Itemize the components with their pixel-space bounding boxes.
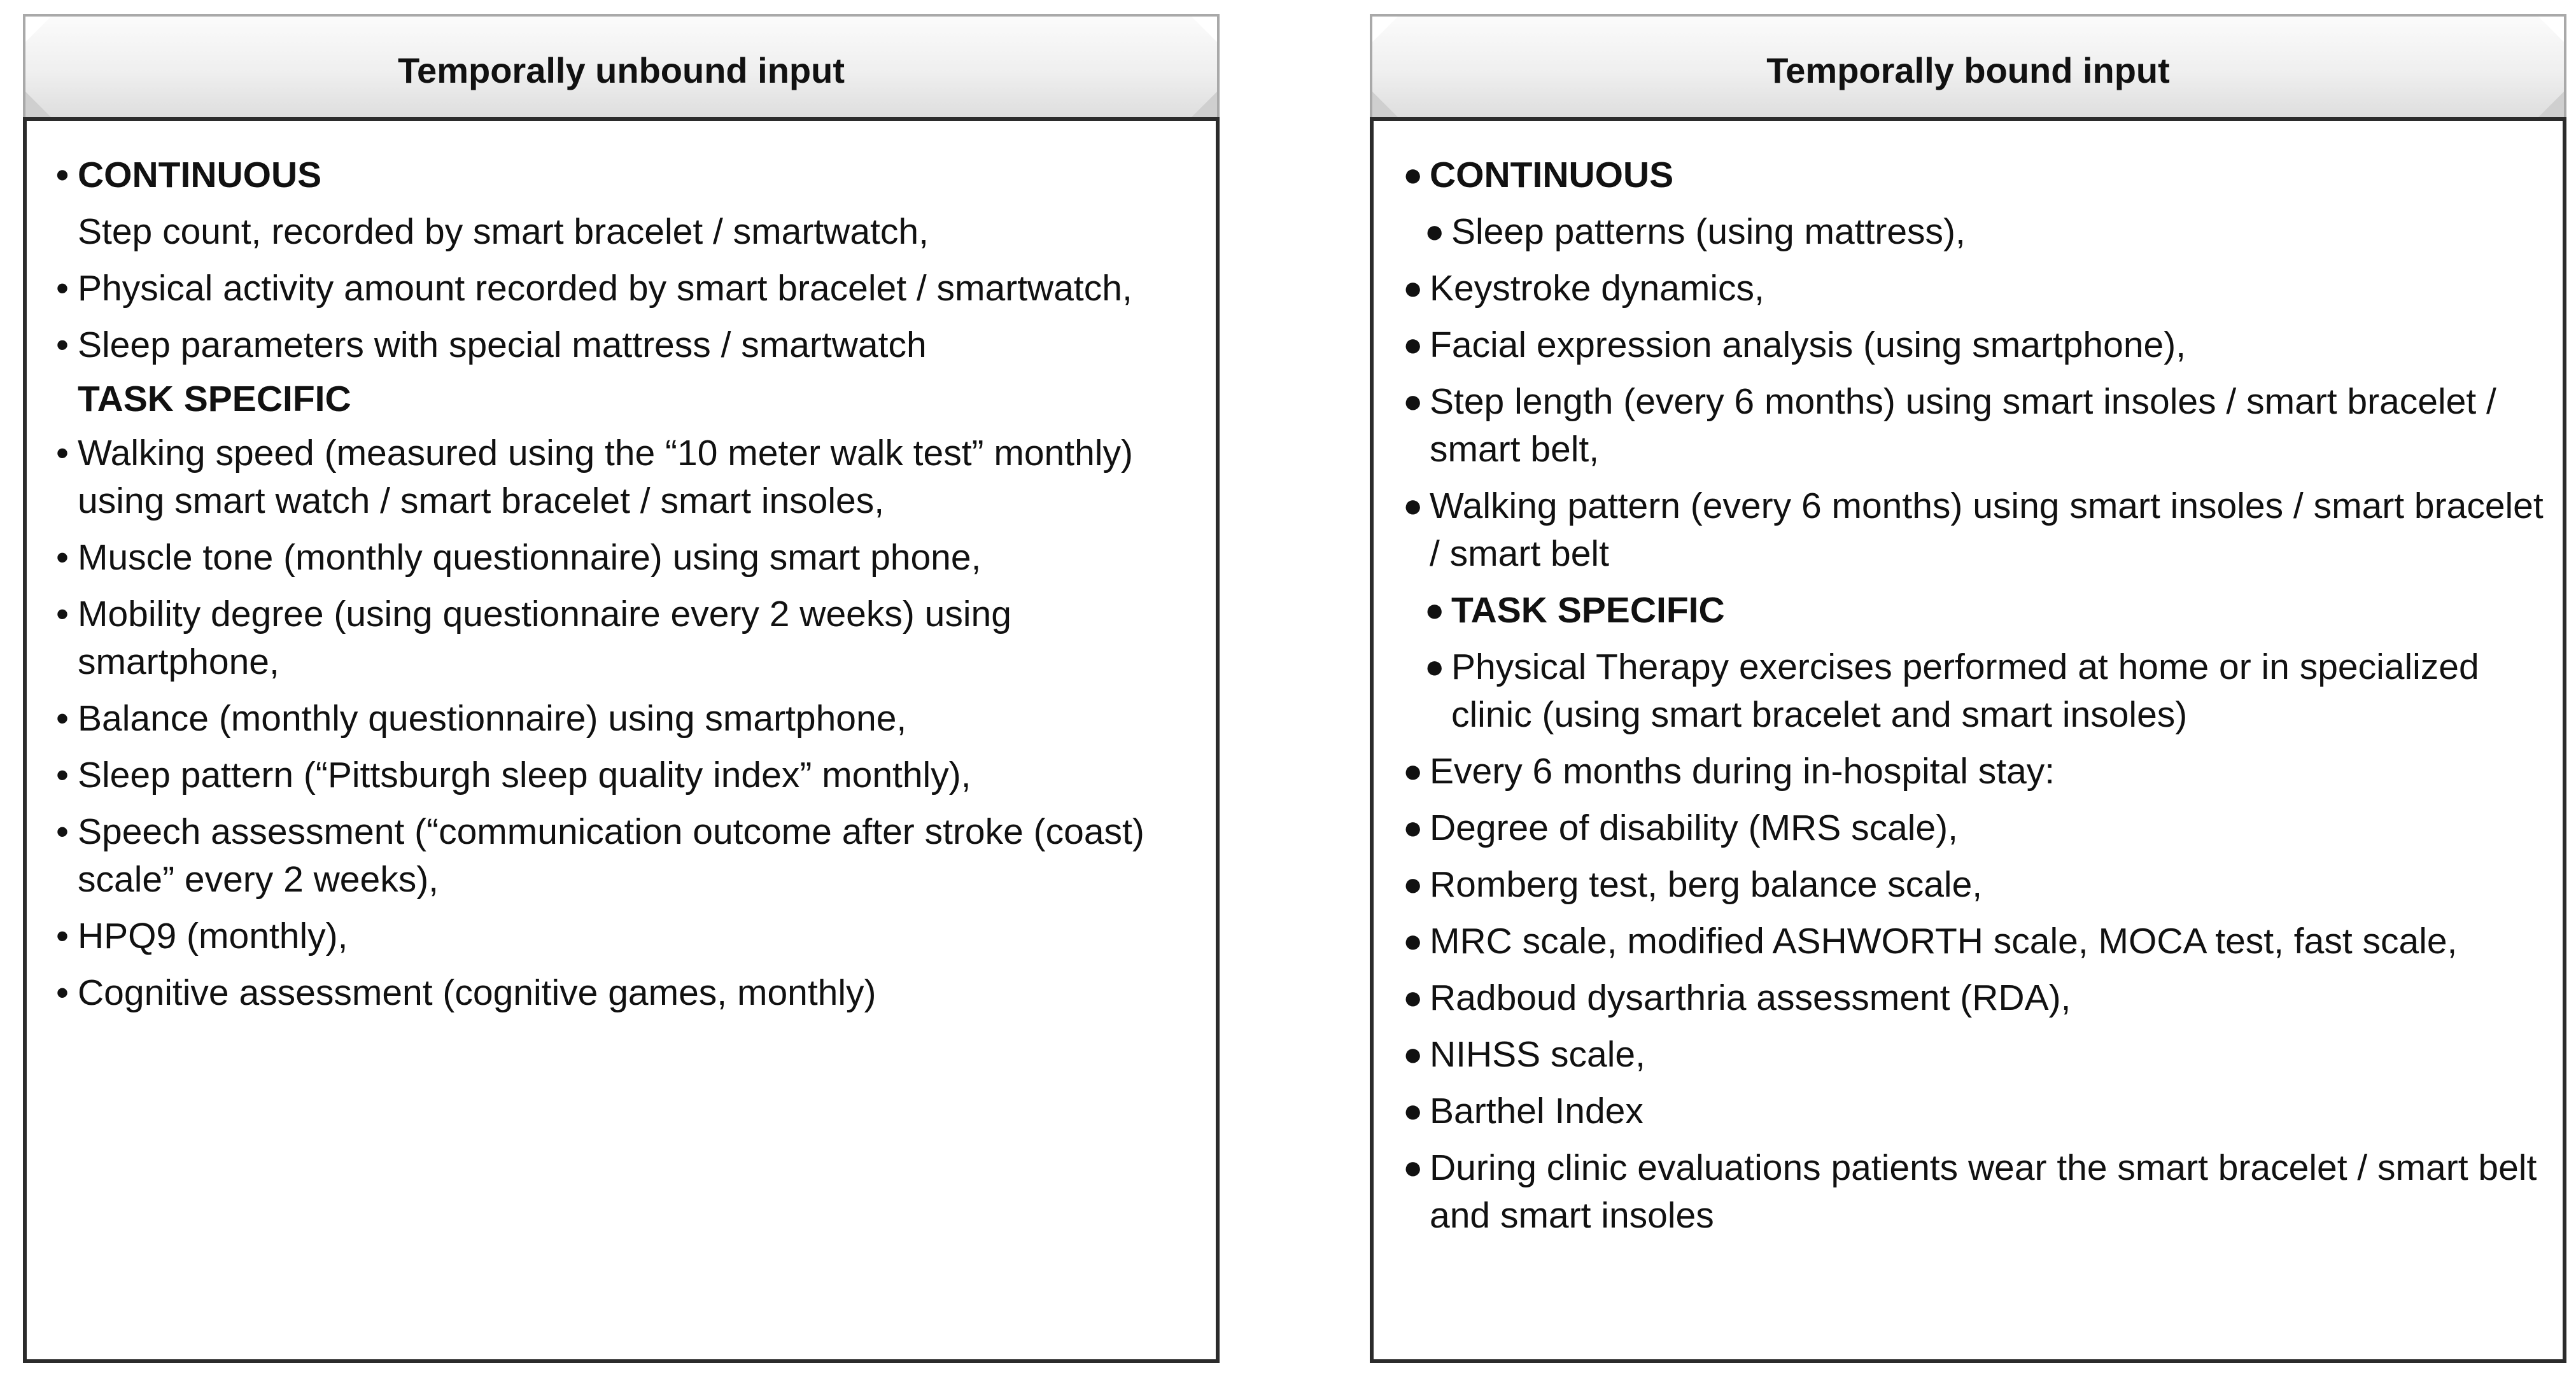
- bullet-icon: ●: [1403, 753, 1423, 790]
- bullet-icon: ●: [1403, 979, 1423, 1016]
- panel-title: Temporally unbound input: [398, 50, 845, 90]
- category-heading: • CONTINUOUS: [56, 151, 1203, 199]
- bullet-icon: ●: [1425, 648, 1445, 685]
- list-item: • Cognitive assessment (cognitive games, monthly): [56, 969, 1203, 1017]
- list-item: • HPQ9 (monthly),: [56, 913, 1203, 960]
- bullet-icon: •: [56, 155, 69, 195]
- category-heading: ● TASK SPECIFIC: [1403, 587, 2550, 634]
- header-bevel: [2538, 17, 2564, 42]
- list-item: ● Radboud dysarthria assessment (RDA),: [1403, 974, 2550, 1022]
- bullet-icon: •: [56, 698, 69, 739]
- list-item: ● NIHSS scale,: [1403, 1031, 2550, 1079]
- bullet-icon: ●: [1403, 383, 1423, 420]
- bullet-icon: •: [56, 594, 69, 634]
- bullet-icon: ●: [1403, 326, 1423, 363]
- bullet-icon: ●: [1403, 1036, 1423, 1073]
- list-item: Step count, recorded by smart bracelet / smartwatch,: [78, 211, 929, 252]
- bullet-icon: ●: [1403, 270, 1423, 307]
- bullet-icon: ●: [1403, 923, 1423, 960]
- list-item: ● During clinic evaluations patients wear the smart bracelet / smart belt and smart insoles: [1403, 1144, 2550, 1240]
- bullet-icon: •: [56, 268, 69, 309]
- category-heading: ● CONTINUOUS: [1403, 151, 2550, 199]
- bullet-icon: ●: [1425, 592, 1445, 629]
- panel-body: [23, 117, 1220, 1363]
- bullet-icon: •: [56, 972, 69, 1013]
- bullet-icon: •: [56, 433, 69, 473]
- bullet-icon: •: [56, 811, 69, 852]
- header-bevel: [2538, 92, 2564, 117]
- bullet-icon: ●: [1403, 866, 1423, 903]
- panel-header: [23, 14, 1220, 117]
- list-item: ● Walking pattern (every 6 months) using smart insoles / smart bracelet / smart belt: [1403, 482, 2550, 578]
- list-item: ● Sleep patterns (using mattress),: [1403, 208, 2550, 256]
- list-item: • Walking speed (measured using the “10 meter walk test” monthly) using smart watch / smart bracelet / smart insoles,: [56, 430, 1203, 525]
- panel-header: [1370, 14, 2566, 117]
- list-item: • Mobility degree (using questionnaire every 2 weeks) using smartphone,: [56, 591, 1203, 686]
- list-item: • Physical activity amount recorded by smart bracelet / smartwatch,: [56, 265, 1203, 312]
- list-item: ● Facial expression analysis (using smartphone),: [1403, 321, 2550, 369]
- bullet-icon: •: [56, 916, 69, 956]
- header-bevel: [25, 92, 51, 117]
- list-item: ● Physical Therapy exercises performed at home or in specialized clinic (using smart bracelet and smart insoles): [1403, 643, 2550, 739]
- list-item: ● Step length (every 6 months) using smart insoles / smart bracelet / smart belt,: [1403, 378, 2550, 473]
- list-item: ● Romberg test, berg balance scale,: [1403, 861, 2550, 909]
- temporally-unbound-panel: [23, 14, 1220, 1363]
- bullet-icon: ●: [1403, 809, 1423, 846]
- list-item: • Balance (monthly questionnaire) using smartphone,: [56, 695, 1203, 743]
- panel-title: Temporally bound input: [1766, 50, 2170, 90]
- bullet-icon: ●: [1403, 1093, 1423, 1130]
- list-item: ● Barthel Index: [1403, 1088, 2550, 1135]
- bullet-icon: ●: [1403, 487, 1423, 524]
- list-item: ● MRC scale, modified ASHWORTH scale, MOCA test, fast scale,: [1403, 918, 2550, 965]
- list-item: • Sleep pattern (“Pittsburgh sleep quality index” monthly),: [56, 752, 1203, 799]
- bullet-icon: •: [56, 537, 69, 578]
- list-item: ● Every 6 months during in-hospital stay:: [1403, 748, 2550, 795]
- bullet-icon: •: [56, 325, 69, 365]
- list-item: ● Keystroke dynamics,: [1403, 265, 2550, 312]
- list-item: • Speech assessment (“communication outcome after stroke (coast) scale” every 2 weeks),: [56, 808, 1203, 904]
- header-bevel: [25, 17, 51, 42]
- bullet-icon: ●: [1425, 213, 1445, 250]
- list-item: • Sleep parameters with special mattress / smartwatch: [56, 321, 1203, 369]
- category-heading: TASK SPECIFIC: [78, 379, 351, 419]
- list-item: ● Degree of disability (MRS scale),: [1403, 804, 2550, 852]
- bullet-icon: ●: [1403, 1149, 1423, 1186]
- header-bevel: [1372, 17, 1398, 42]
- bullet-icon: ●: [1403, 157, 1423, 193]
- header-bevel: [1192, 92, 1217, 117]
- temporally-bound-panel: [1370, 14, 2566, 1363]
- panel-body: [1370, 117, 2566, 1363]
- header-bevel: [1372, 92, 1398, 117]
- header-bevel: [1192, 17, 1217, 42]
- list-item: • Muscle tone (monthly questionnaire) using smart phone,: [56, 534, 1203, 582]
- bullet-icon: •: [56, 755, 69, 795]
